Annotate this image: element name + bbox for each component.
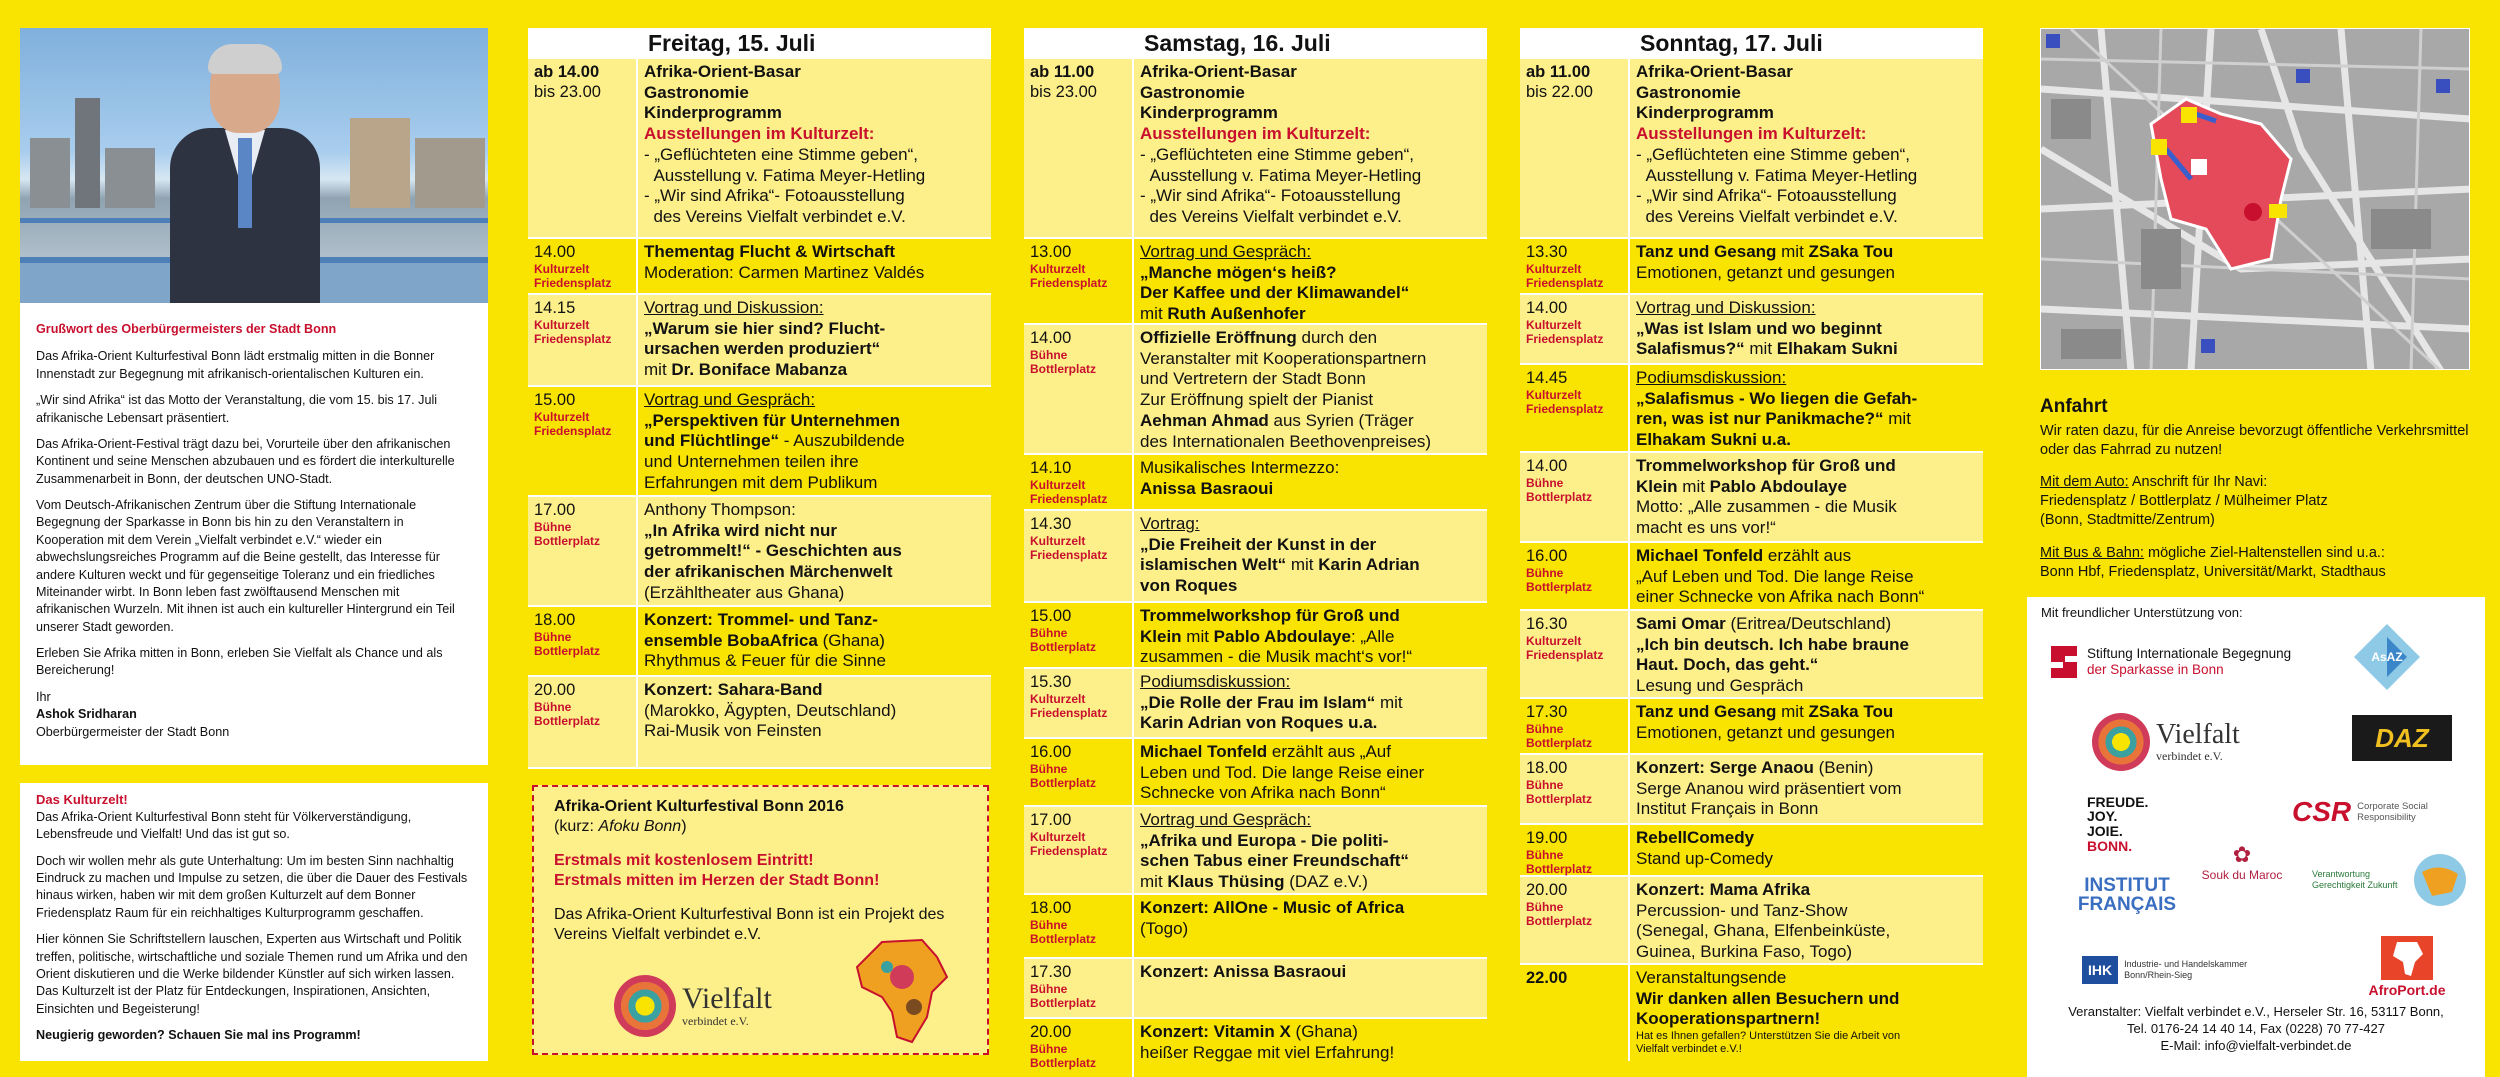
program-row: 19.00 Bühne Bottlerplatz RebellComedy Stand up-Comedy (1520, 825, 1983, 877)
sponsor-ihk-logo: IHK Industrie- und Handelskammer Bonn/Rhein-Sieg (2082, 947, 2292, 993)
kulturzelt-paragraph: Das Afrika-Orient Kulturfestival Bonn steht für Völkerverständigung, Lebensfreude und Vielfalt! Und das ist gut so. (36, 809, 412, 842)
program-row: 15.00 Bühne Bottlerplatz Trommelworkshop für Groß und Klein mit Pablo Abdoulaye: „Alle zusammen - die Musik macht‘s vor!“ (1024, 603, 1487, 669)
sponsor-afroport-logo: AfroPort.de (2342, 927, 2472, 1005)
day-heading: Sonntag, 17. Juli (1520, 28, 1983, 59)
info-kurz: (kurz: Afoku Bonn) (554, 818, 687, 835)
program-row: 15.00 Kulturzelt Friedensplatz Vortrag und Gespräch: „Perspektiven für Unternehmen und Flüchtlinge“ - Auszubildende und Unternehmen teilen ihre Erfahrungen mit dem Publikum (528, 387, 991, 497)
program-row: 18.00 Bühne Bottlerplatz Konzert: Serge Anaou (Benin) Serge Ananou wird präsentiert vom Institut Français in Bonn (1520, 755, 1983, 825)
program-row: 15.30 Kulturzelt Friedensplatz Podiumsdiskussion: „Die Rolle der Frau im Islam“ mit Karin Adrian von Roques u.a. (1024, 669, 1487, 739)
program-row: 14.00 Kulturzelt Friedensplatz Thementag Flucht & Wirtschaft Moderation: Carmen Martinez Valdés (528, 239, 991, 295)
program-row: ab 11.00 bis 22.00 Afrika-Orient-Basar Gastronomie Kinderprogramm Ausstellungen im Kulturzelt: - „Geflüchteten eine Stimme geben“, Ausstellung v. Fatima Meyer-Hetling - „Wir sind Afrika“- Fotoausstellung des Vereins Vielfalt verbindet e.V. (1520, 59, 1983, 239)
program-row: 20.00 Bühne Bottlerplatz Konzert: Mama Afrika Percussion- und Tanz-Show (Senegal, Ghana, Elfenbeinküste, Guinea, Burkina Faso, Togo) (1520, 877, 1983, 965)
kulturzelt-paragraph: Hier können Sie Schriftstellern lauschen, Experten aus Wirtschaft und Politik treffen, politische, wirtschaftliche und soziale Themen rund um Afrika und den Orient diskutieren und die Werke bildender Künstler auf sich wirken lassen. Das Kulturzelt ist der Platz für Entdeckungen, Inspirationen, Ansichten, Einsichten und Begeisterung! (36, 932, 468, 1016)
program-row: 17.30 Bühne Bottlerplatz Konzert: Anissa Basraoui (1024, 959, 1487, 1019)
directions-title: Anfahrt (2040, 396, 2108, 417)
sponsors-title: Mit freundlicher Unterstützung von: (2041, 605, 2243, 620)
program-row: 18.00 Bühne Bottlerplatz Konzert: AllOne - Music of Africa (Togo) (1024, 895, 1487, 959)
program-row: ab 11.00 bis 23.00 Afrika-Orient-Basar Gastronomie Kinderprogramm Ausstellungen im Kulturzelt: - „Geflüchteten eine Stimme geben“, Ausstellung v. Fatima Meyer-Hetling - „Wir sind Afrika“- Fotoausstellung des Vereins Vielfalt verbindet e.V. (1024, 59, 1487, 239)
program-row: 20.00 Bühne Bottlerplatz Konzert: Vitamin X (Ghana) heißer Reggae mit viel Erfahrung! (1024, 1019, 1487, 1077)
directions-public-transport: Mit Bus & Bahn: mögliche Ziel-Haltenstellen sind u.a.: Bonn Hbf, Friedensplatz, Universität/Markt, Stadthaus (2040, 544, 2386, 580)
directions-intro: Wir raten dazu, für die Anreise bevorzugt öffentliche Verkehrsmittel oder das Fahrrad zu nutzen! (2040, 422, 2469, 458)
kulturzelt-title: Das Kulturzelt! (36, 792, 128, 807)
left-column (20, 28, 488, 1061)
sponsor-sparkasse-logo: Stiftung Internationale Begegnung der Sparkasse in Bonn (2047, 637, 2307, 687)
greeting-paragraph: Erleben Sie Afrika mitten in Bonn, erleben Sie Vielfalt als Chance und als Bereicherung! (36, 646, 443, 678)
globe-icon (2412, 852, 2468, 908)
mayor-photo (20, 28, 488, 303)
program-saturday (1024, 28, 1487, 1077)
kulturzelt-paragraph: Doch wir wollen mehr als gute Unterhaltung: Um im besten Sinn nachhaltig Eindruck zu machen und Impulse zu setzen, die über die Dauer des Festivals hinaus wirken, haben wir mit dem großen Kulturzelt auf dem Bonner Friedensplatz Raum für ein reichhaltiges Kulturprogramm geschaffen. (36, 853, 468, 920)
program-row: 17.00 Kulturzelt Friedensplatz Vortrag und Gespräch: „Afrika und Europa - Die politi- schen Tabus einer Freundschaft“ mit Klaus Thüsing (DAZ e.V.) (1024, 807, 1487, 895)
africa-map-icon (852, 937, 952, 1047)
sponsor-souk-logo: ✿ Souk du Maroc (2201, 842, 2283, 882)
program-row: 16.00 Bühne Bottlerplatz Michael Tonfeld erzählt aus „Auf Leben und Tod. Die lange Reise einer Schnecke von Afrika nach Bonn“ (1024, 739, 1487, 807)
directions-car: Mit dem Auto: Anschrift für Ihr Navi: Friedensplatz / Bottlerplatz / Mülheimer Platz (Bonn, Stadtmitte/Zentrum) (2040, 474, 2328, 529)
sponsor-vgz-logo: Verantwortung Gerechtigkeit Zukunft (2312, 845, 2482, 915)
program-row: 14.10 Kulturzelt Friedensplatz Musikalisches Intermezzo: Anissa Basraoui (1024, 455, 1487, 511)
sponsor-vielfalt-logo: Vielfalt verbindet e.V. (2092, 707, 2272, 777)
program-row: 22.00 Veranstaltungsende Wir danken allen Besuchern und Kooperationspartnern! Hat es Ihnen gefallen? Unterstützen Sie die Arbeit von Vielfalt verbindet e.V.! (1520, 965, 1983, 1061)
greeting-paragraph: Das Afrika-Orient Kulturfestival Bonn lädt erstmalig mitten in die Bonner Innenstadt zur Begegnung mit afrikanisch-orientalischen Kulturen ein. (36, 349, 435, 381)
greeting-paragraph: Vom Deutsch-Afrikanischen Zentrum über die Stiftung Internationale Begegnung der Sparkasse in Bonn bis hin zu den Veranstaltern in Kooperation mit dem Verein „Vielfalt verbindet e.V.“ wieder ein abwechslungsreiches Programm auf die Beine gestellt, das Interesse für andere Kulturen weckt und für gegenseitige Toleranz und ein friedliches Miteinander wirbt. In Bonn leben fast zwölftausend Menschen mit afrikanischen Wurzeln. Mit ihnen ist auch ein kultureller Hintergrund ein Teil unserer Stadt geworden. (36, 498, 455, 634)
sponsor-bonn-logo: FREUDE. JOY. JOIE. BONN. (2087, 793, 2149, 854)
program-row: 13.00 Kulturzelt Friedensplatz Vortrag und Gespräch: „Manche mögen‘s heiß? Der Kaffee und der Klimawandel“ mit Ruth Außenhofer (1024, 239, 1487, 325)
program-row: 14.45 Kulturzelt Friedensplatz Podiumsdiskussion: „Salafismus - Wo liegen die Gefah- ren, was ist nur Panikmache?“ mit Elhakam Sukni u.a. (1520, 365, 1983, 453)
vielfalt-ring-icon (2092, 713, 2150, 771)
program-row: 13.30 Kulturzelt Friedensplatz Tanz und Gesang mit ZSaka Tou Emotionen, getanzt und gesungen (1520, 239, 1983, 295)
directions (2040, 395, 2480, 596)
greeting-ihr: Ihr (36, 689, 51, 704)
program-row: 14.30 Kulturzelt Friedensplatz Vortrag: „Die Freiheit der Kunst in der islamischen Welt“ mit Karin Adrian von Roques (1024, 511, 1487, 603)
program-row: 18.00 Bühne Bottlerplatz Konzert: Trommel- und Tanz- ensemble BobaAfrica (Ghana) Rhythmus & Feuer für die Sinne (528, 607, 991, 677)
info-project: Das Afrika-Orient Kulturfestival Bonn ist ein Projekt des Vereins Vielfalt verbindet e.V. (554, 906, 945, 943)
sponsor-institut-francais-logo: INSTITUT FRANÇAIS (2077, 874, 2177, 915)
mayor-name: Ashok Sridharan (36, 707, 137, 722)
program-row: ab 14.00 bis 23.00 Afrika-Orient-Basar Gastronomie Kinderprogramm Ausstellungen im Kulturzelt: - „Geflüchteten eine Stimme geben“, Ausstellung v. Fatima Meyer-Hetling - „Wir sind Afrika“- Fotoausstellung des Vereins Vielfalt verbindet e.V. (528, 59, 991, 239)
info-free-entry: Erstmals mit kostenlosem Eintritt! (554, 852, 814, 869)
kulturzelt-cta: Neugierig geworden? Schauen Sie mal ins Programm! (36, 1028, 361, 1043)
kulturzelt-box (20, 783, 488, 1061)
city-map[interactable] (2040, 28, 2470, 370)
program-friday (528, 28, 991, 769)
program-row: 14.15 Kulturzelt Friedensplatz Vortrag und Diskussion: „Warum sie hier sind? Flucht- ursachen werden produziert“ mit Dr. Boniface Mabanza (528, 295, 991, 387)
greeting-box (20, 303, 488, 765)
greeting-paragraph: „Wir sind Afrika“ ist das Motto der Veranstaltung, die vom 15. bis 17. Juli afrikanische Lebensart präsentiert. (36, 393, 438, 425)
program-row: 17.30 Bühne Bottlerplatz Tanz und Gesang mit ZSaka Tou Emotionen, getanzt und gesungen (1520, 699, 1983, 755)
greeting-paragraph: Das Afrika-Orient-Festival trägt dazu bei, Vorurteile über den afrikanischen Kontinent und seine Menschen abzubauen und es fördert die interkulturelle Zusammenarbeit in Bonn, der deutschen UNO-Stadt. (36, 436, 455, 486)
mayor-role: Oberbürgermeister der Stadt Bonn (36, 724, 230, 739)
day-heading: Freitag, 15. Juli (528, 28, 991, 59)
program-sunday (1520, 28, 1983, 1061)
info-city-center: Erstmals mitten im Herzen der Stadt Bonn! (554, 872, 880, 889)
program-row: 14.00 Bühne Bottlerplatz Trommelworkshop für Groß und Klein mit Pablo Abdoulaye Motto: „Alle zusammen - die Musik macht es uns vor!“ (1520, 453, 1983, 543)
sponsor-asaz-logo: AsAZ (2347, 622, 2427, 692)
sponsor-daz-logo: DAZ (2352, 715, 2452, 761)
program-row: 14.00 Kulturzelt Friedensplatz Vortrag und Diskussion: „Was ist Islam und wo beginnt Salafismus?“ mit Elhakam Sukni (1520, 295, 1983, 365)
organizer-contact: Veranstalter: Vielfalt verbindet e.V., Herseler Str. 16, 53117 Bonn, Tel. 0176-24 14 40 14, Fax (0228) 70 77-427 E-Mail: info@vielfalt-verbindet.de (2068, 1004, 2444, 1054)
greeting-title: Grußwort des Oberbürgermeisters der Stadt Bonn (36, 322, 337, 336)
program-row: 14.00 Bühne Bottlerplatz Offizielle Eröffnung durch den Veranstalter mit Kooperationspartnern und Vertretern der Stadt Bonn Zur Eröffnung spielt der Pianist Aehman Ahmad aus Syrien (Träger des Internationalen Beethovenpreises) (1024, 325, 1487, 455)
vielfalt-logo: Vielfalt verbindet e.V. (614, 975, 772, 1037)
sparkasse-icon (2047, 642, 2081, 682)
festival-info-box (532, 785, 989, 1055)
program-row: 17.00 Bühne Bottlerplatz Anthony Thompson: „In Afrika wird nicht nur getrommelt!“ - Geschichten aus der afrikanischen Märchenwelt (Erzähltheater aus Ghana) (528, 497, 991, 607)
info-title: Afrika-Orient Kulturfestival Bonn 2016 (554, 798, 844, 815)
program-row: 16.30 Kulturzelt Friedensplatz Sami Omar (Eritrea/Deutschland) „Ich bin deutsch. Ich habe braune Haut. Doch, das geht.“ Lesung und Gespräch (1520, 611, 1983, 699)
sponsor-csr-logo: CSR Corporate Social Responsibility (2292, 796, 2428, 827)
sponsors-box (2027, 597, 2485, 1077)
africa-icon (2377, 934, 2437, 982)
vielfalt-ring-icon (614, 975, 676, 1037)
day-heading: Samstag, 16. Juli (1024, 28, 1487, 59)
program-row: 16.00 Bühne Bottlerplatz Michael Tonfeld erzählt aus „Auf Leben und Tod. Die lange Reise einer Schnecke von Afrika nach Bonn“ (1520, 543, 1983, 611)
program-row: 20.00 Bühne Bottlerplatz Konzert: Sahara-Band (Marokko, Ägypten, Deutschland) Rai-Musik von Feinsten (528, 677, 991, 769)
